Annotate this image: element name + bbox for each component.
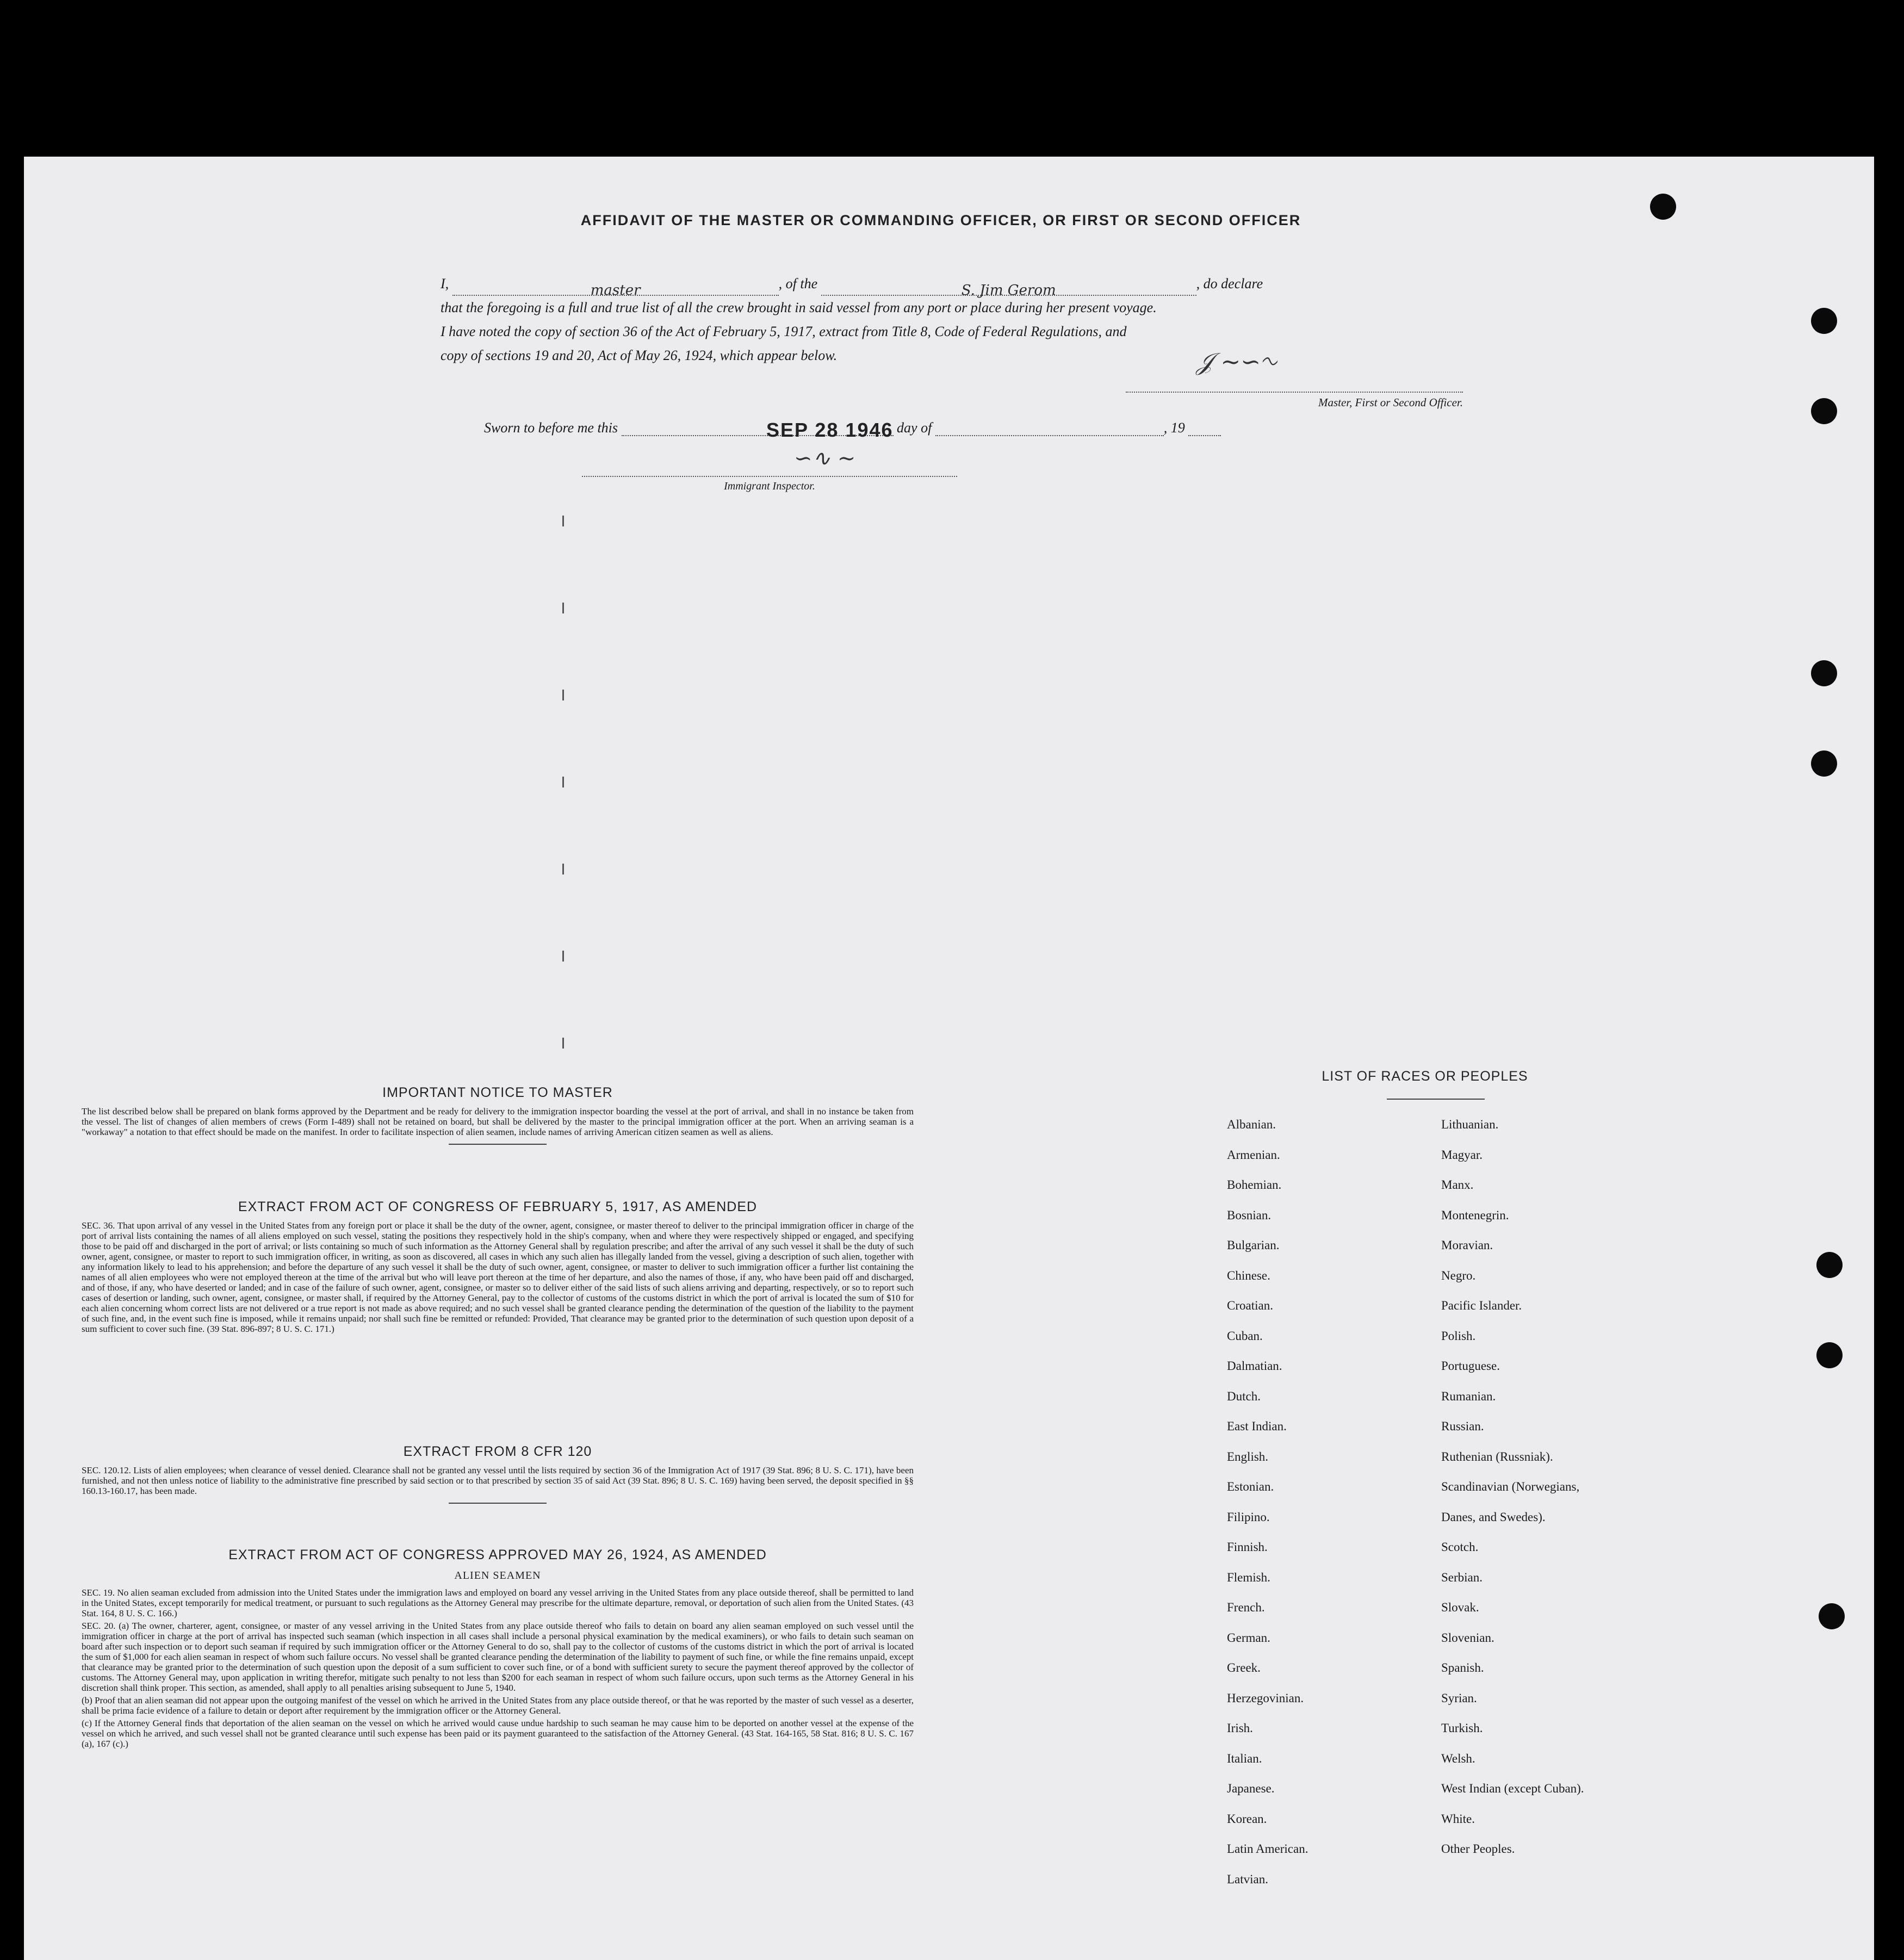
inspector-label: Immigrant Inspector. (582, 476, 957, 493)
race-item: Bulgarian. (1227, 1238, 1280, 1252)
race-item: Herzegovinian. (1227, 1691, 1304, 1705)
race-item: Croatian. (1227, 1299, 1273, 1312)
race-item: Chinese. (1227, 1268, 1270, 1282)
bleed-through-mark (562, 516, 564, 526)
master-signature: 𝒥 ∼∽∿ (1196, 348, 1276, 376)
race-item: Russian. (1441, 1419, 1484, 1433)
section-20b-text: (b) Proof that an alien seaman did not appear upon the outgoing manifest of the vessel on which he arrived in the United States from any place outside thereof, or that he was reported by the master of such vessel as a deserter, shall be prima facie evidence of a failure to detain or deport after requirement by the immigration officer or the Attorney General. (82, 1695, 914, 1716)
master-signature-label: Master, First or Second Officer. (1126, 392, 1463, 410)
race-item: Ruthenian (Russniak). (1441, 1449, 1553, 1463)
race-item: Korean. (1227, 1812, 1267, 1826)
section-divider (449, 1144, 547, 1145)
punch-hole (1819, 1603, 1845, 1629)
race-item: French. (1227, 1601, 1265, 1614)
race-item: Latvian. (1227, 1872, 1268, 1886)
section-20c-text: (c) If the Attorney General finds that deportation of the alien seaman on the vessel on which he arrived would cause undue hardship to such seaman he may cause him to be deported on another vessel at the expense of the vessel on which he arrived, and such vessel shall not be granted clearance until such expense has been paid or its payment guaranteed to the satisfaction of the Attorney General. (43 Stat. 164-165, 58 Stat. 816; 8 U. S. C. 167 (a), 167 (c).) (82, 1718, 914, 1749)
extract-1924-heading: EXTRACT FROM ACT OF CONGRESS APPROVED MAY 26, 1924, AS AMENDED (228, 1547, 767, 1562)
extract-1917-text: SEC. 36. That upon arrival of any vessel in the United States from any foreign port or place it shall be the duty of the owner, agent, consignee, or master thereof to deliver to the principal immigration officer in charge of the port of arrival lists containing the names of all aliens employed on such vessel, stating the positions they respectively hold in the ship's company, when and where they were respectively shipped or engaged, and specifying those to be paid off and discharged in the port of arrival; or lists containing so much of such information as the Attorney General shall by regulation prescribe; and after the arrival of any such vessel it shall be the duty of such owner, agent, consignee, or master to report to such immigration officer, in writing, as soon as discovered, all cases in which any such alien has illegally landed from the vessel, giving a description of such alien, together with any information likely to lead to his apprehension; and before the departure of any such vessel it shall be the duty of such owner, agent, consignee, or master to deliver to such immigration officer a further list containing the names of all alien employees who were not employed thereon at the time of the arrival but who will leave port thereon at the time of her departure, and also the names of those, if any, who have been paid off and discharged, and of those, if any, who have deserted or landed; and in case of the failure of such owner, agent, consignee, or master so to deliver either of the said lists of such aliens arriving and departing, respectively, or so to report such cases of desertion or landing, such owner, agent, consignee, or master shall, if required by the Attorney General, pay to the collector of customs of the customs district in which the port of arrival is located the sum of $10 for each alien concerning whom correct lists are not delivered or a true report is not made as above required; and no such vessel shall be granted clearance pending the determination of the question of the liability to the payment of such fine, and, in the event such fine is imposed, while it remains unpaid; nor shall such fine be remitted or refunded: Provided, That clearance may be granted prior to the determination of such question upon deposit of a sum sufficient to cover such fine. (39 Stat. 896-897; 8 U. S. C. 171.) (82, 1220, 914, 1334)
race-item: Montenegrin. (1441, 1208, 1509, 1222)
master-name-handwriting: master (590, 282, 641, 299)
punch-hole (1811, 398, 1837, 424)
race-item: Spanish. (1441, 1661, 1484, 1674)
races-right-column (1441, 1109, 1584, 1864)
declaration-line-1 (441, 272, 1468, 299)
race-item: East Indian. (1227, 1419, 1287, 1433)
sworn-date-field[interactable] (622, 419, 894, 441)
race-item: Armenian. (1227, 1148, 1280, 1162)
race-item: Greek. (1227, 1661, 1261, 1674)
bleed-through-mark (562, 777, 564, 787)
race-item: Latin American. (1227, 1842, 1308, 1856)
month-field[interactable] (935, 419, 1164, 436)
bleed-through-mark (562, 1038, 564, 1049)
bleed-through-mark (562, 603, 564, 613)
sworn-line (484, 419, 1221, 441)
year-label: , 19 (1163, 420, 1185, 436)
race-item: Flemish. (1227, 1570, 1270, 1584)
race-item: Polish. (1441, 1329, 1476, 1343)
race-item: Welsh. (1441, 1751, 1475, 1765)
race-item: Scotch. (1441, 1540, 1479, 1554)
extract-1924-section (82, 1547, 914, 1749)
race-item: Serbian. (1441, 1570, 1483, 1584)
race-item: Cuban. (1227, 1329, 1263, 1343)
races-left-column (1227, 1109, 1308, 1894)
race-item: Negro. (1441, 1268, 1476, 1282)
important-notice-section (82, 1085, 914, 1151)
race-item: Syrian. (1441, 1691, 1477, 1705)
notice-heading: IMPORTANT NOTICE TO MASTER (382, 1085, 613, 1100)
year-field[interactable] (1188, 419, 1221, 436)
race-item: Filipino. (1227, 1510, 1270, 1524)
race-item: Dalmatian. (1227, 1359, 1282, 1373)
race-item: Pacific Islander. (1441, 1299, 1522, 1312)
races-heading: LIST OF RACES OR PEOPLES (1322, 1069, 1528, 1084)
section-divider (449, 1503, 547, 1504)
race-item: Moravian. (1441, 1238, 1493, 1252)
race-item: German. (1227, 1630, 1270, 1645)
vessel-name-field[interactable] (821, 278, 1196, 299)
race-item: Slovenian. (1441, 1630, 1494, 1645)
day-of-label: day of (897, 420, 932, 436)
race-item: Other Peoples. (1441, 1842, 1515, 1856)
bleed-through-mark (562, 951, 564, 962)
punch-hole (1811, 750, 1837, 777)
race-item: Portuguese. (1441, 1359, 1500, 1373)
notice-text: The list described below shall be prepared on blank forms approved by the Department and be ready for delivery to the immigration inspector boarding the vessel at the port of arrival, and shall in no instance be taken from the vessel. The list of changes of alien members of crews (Form I-489) shall not be retained on board, but shall be delivered by the master to the principal immigration officer at the port. When an arriving seaman is a "workaway" a notation to that effect should be made on the manifest. In order to facilitate inspection of alien seamen, include names of arriving American citizen seamen as well as aliens. (82, 1106, 914, 1137)
race-item: Irish. (1227, 1721, 1253, 1735)
race-item: Magyar. (1441, 1148, 1483, 1162)
section-19-text: SEC. 19. No alien seaman excluded from admission into the United States under the immigration laws and employed on board any vessel arriving in the United States from any place outside thereof, shall be permitted to land in the United States, except temporarily for medical treatment, or pursuant to such regulations as the Attorney General may prescribe for the ultimate departure, removal, or deportation of such alien from the United States. (43 Stat. 164, 8 U. S. C. 166.) (82, 1587, 914, 1618)
punch-hole (1650, 194, 1676, 220)
master-name-field[interactable] (452, 278, 779, 299)
extract-8cfr-section (82, 1444, 914, 1510)
date-stamp: SEP 28 1946 (766, 419, 894, 441)
i-label: I, (441, 276, 449, 291)
of-the-label: , of the (778, 276, 818, 291)
extract-8cfr-text: SEC. 120.12. Lists of alien employees; when clearance of vessel denied. Clearance shall not be granted any vessel until the lists required by section 36 of the Immigration Act of 1917 (39 Stat. 896; 8 U. S. C. 171), have been furnished, and not then unless notice of liability to the administrative fine prescribed by said section or to that prescribed by section 35 of said Act (39 Stat. 896; 8 U. S. C. 169) having been served, the deposit specified in §§ 160.13-160.17, has been made. (82, 1465, 914, 1496)
declaration-line-2: that the foregoing is a full and true list of all the crew brought in said vessel from any port or place during her present voyage. (441, 300, 1157, 315)
race-item: Manx. (1441, 1178, 1474, 1192)
race-item: Albanian. (1227, 1118, 1276, 1131)
race-item: Lithuanian. (1441, 1118, 1499, 1131)
bleed-through-mark (562, 690, 564, 700)
affidavit-title: AFFIDAVIT OF THE MASTER OR COMMANDING OFFICER, OR FIRST OR SECOND OFFICER (580, 212, 1301, 228)
sworn-label: Sworn to before me this (484, 420, 618, 436)
extract-1917-heading: EXTRACT FROM ACT OF CONGRESS OF FEBRUARY 5, 1917, AS AMENDED (238, 1199, 758, 1214)
race-item: Estonian. (1227, 1480, 1274, 1493)
inspector-signature: ∽∿ ∼ (794, 446, 856, 471)
race-item: Bohemian. (1227, 1178, 1282, 1192)
race-item: West Indian (except Cuban). (1441, 1782, 1584, 1795)
punch-hole (1811, 660, 1837, 686)
vessel-name-handwriting: S. Jim Gerom (961, 282, 1056, 299)
extract-8cfr-heading: EXTRACT FROM 8 CFR 120 (403, 1444, 592, 1459)
race-item: Italian. (1227, 1751, 1262, 1765)
race-item: Japanese. (1227, 1782, 1275, 1795)
race-item: Turkish. (1441, 1721, 1483, 1735)
race-item: Slovak. (1441, 1601, 1479, 1614)
extract-1917-section (82, 1199, 914, 1334)
race-item: Bosnian. (1227, 1208, 1272, 1222)
alien-seamen-subheading: ALIEN SEAMEN (454, 1570, 541, 1581)
do-declare-label: , do declare (1196, 276, 1263, 291)
races-divider (1387, 1099, 1485, 1100)
punch-hole (1816, 1342, 1843, 1368)
section-20a-text: SEC. 20. (a) The owner, charterer, agent, consignee, or master of any vessel arriving in the United States from any place outside thereof who fails to detain on board any alien seaman employed on such vessel until the immigration officer in charge at the port of arrival has inspected such seaman (which inspection in all cases shall include a personal physical examination by the medical examiners), or who fails to detain such seaman on board after such inspection or to deport such seaman if required by such immigration officer or the Attorney General to do so, shall pay to the collector of customs of the customs district in which the port of arrival is located the sum of $1,000 for each alien seaman in respect of whom such failure occurs. No vessel shall be granted clearance pending the determination of the liability to payment of such fine, or while the fine remains unpaid, except that clearance may be granted prior to the determination of such question upon the deposit of a sum sufficient to cover such fine, or of a bond with sufficient surety to secure the payment thereof approved by the collector of customs. The Attorney General may, upon application in writing therefor, mitigate such penalty to not less than $200 for each seaman in respect of whom such failure occurs, upon such terms as the Attorney General in his discretion shall think proper. This section, as amended, shall apply to all penalties arising subsequent to June 5, 1940. (82, 1621, 914, 1693)
race-item: English. (1227, 1449, 1269, 1463)
punch-hole (1811, 308, 1837, 334)
punch-hole (1816, 1252, 1843, 1278)
race-item: Scandinavian (Norwegians, Danes, and Swedes). (1441, 1480, 1580, 1524)
declaration-line-3: I have noted the copy of section 36 of the Act of February 5, 1917, extract from Title 8, Code of Federal Regulations, and (441, 324, 1127, 339)
affidavit-declaration (441, 272, 1468, 368)
race-item: Finnish. (1227, 1540, 1268, 1554)
declaration-line-4: copy of sections 19 and 20, Act of May 26, 1924, which appear below. (441, 348, 838, 363)
bleed-through-mark (562, 864, 564, 874)
race-item: White. (1441, 1812, 1475, 1826)
race-item: Rumanian. (1441, 1389, 1496, 1403)
race-item: Dutch. (1227, 1389, 1261, 1403)
